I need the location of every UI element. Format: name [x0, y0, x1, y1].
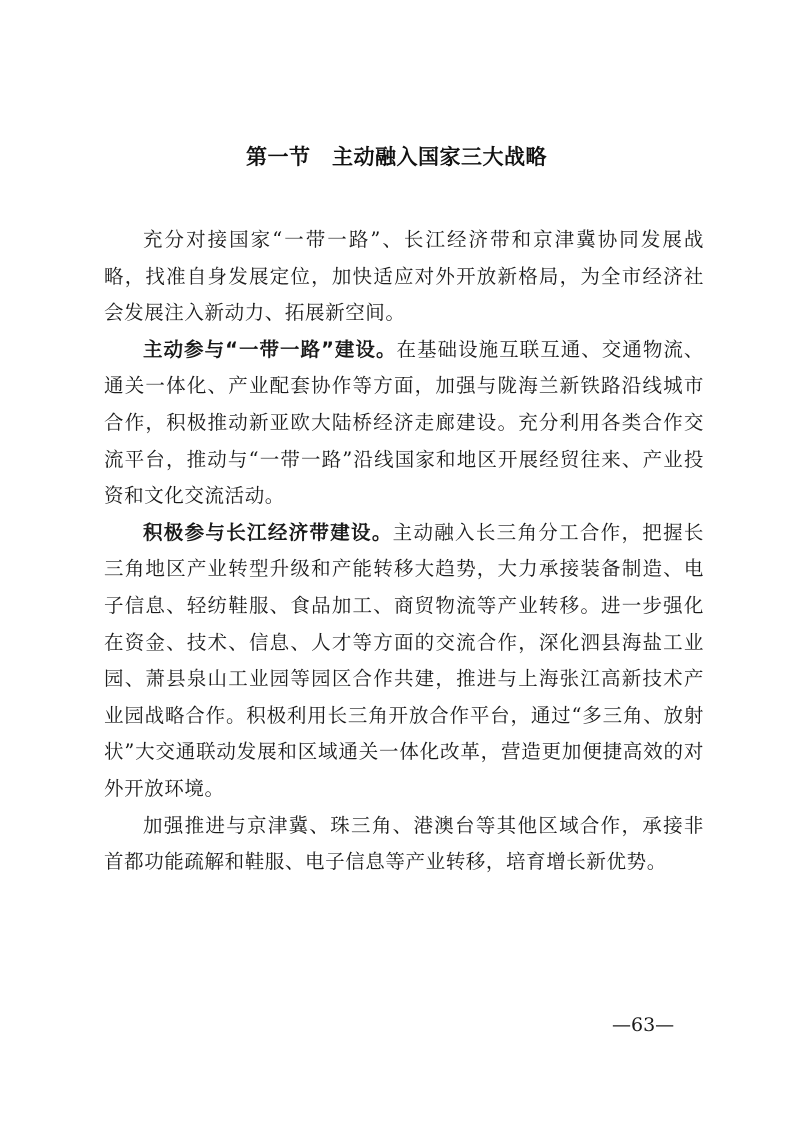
paragraph-text: 在基础设施互联互通、交通物流、通关一体化、产业配套协作等方面，加强与陇海兰新铁路沿线城市合作，积极推动新亚欧大陆桥经济走廊建设。充分利用各类合作交流平台，推动与“一带一路”沿线国家和地区开展经贸往来、产业投资和文化交流活动。: [104, 337, 704, 508]
body-text: [104, 222, 704, 881]
paragraph-text: 主动融入长三角分工合作，把握长三角地区产业转型升级和产能转移大趋势，大力承接装备制造、电子信息、轻纺鞋服、食品加工、商贸物流等产业转移。进一步强化在资金、技术、信息、人才等方面的交流合作，深化泗县海盐工业园、萧县泉山工业园等园区合作共建，推进与上海张江高新技术产业园战略合作。积极利用长三角开放合作平台，通过“多三角、放射状”大交通联动发展和区域通关一体化改革，营造更加便捷高效的对外开放环境。: [104, 520, 704, 800]
paragraph-lead: 积极参与长江经济带建设。: [143, 520, 393, 544]
paragraph: [104, 808, 704, 881]
page-number: —63—: [612, 1014, 675, 1036]
paragraph-lead: 主动参与“一带一路”建设。: [143, 337, 397, 361]
paragraph: [104, 332, 704, 515]
paragraph: [104, 515, 704, 808]
paragraph: [104, 222, 704, 332]
paragraph-text: 充分对接国家“一带一路”、长江经济带和京津冀协同发展战略，找准自身发展定位，加快适应对外开放新格局，为全市经济社会发展注入新动力、拓展新空间。: [104, 228, 704, 325]
section-title: 第一节 主动融入国家三大战略: [246, 145, 547, 169]
paragraph-text: 加强推进与京津冀、珠三角、港澳台等其他区域合作，承接非首都功能疏解和鞋服、电子信息等产业转移，培育增长新优势。: [104, 813, 704, 874]
